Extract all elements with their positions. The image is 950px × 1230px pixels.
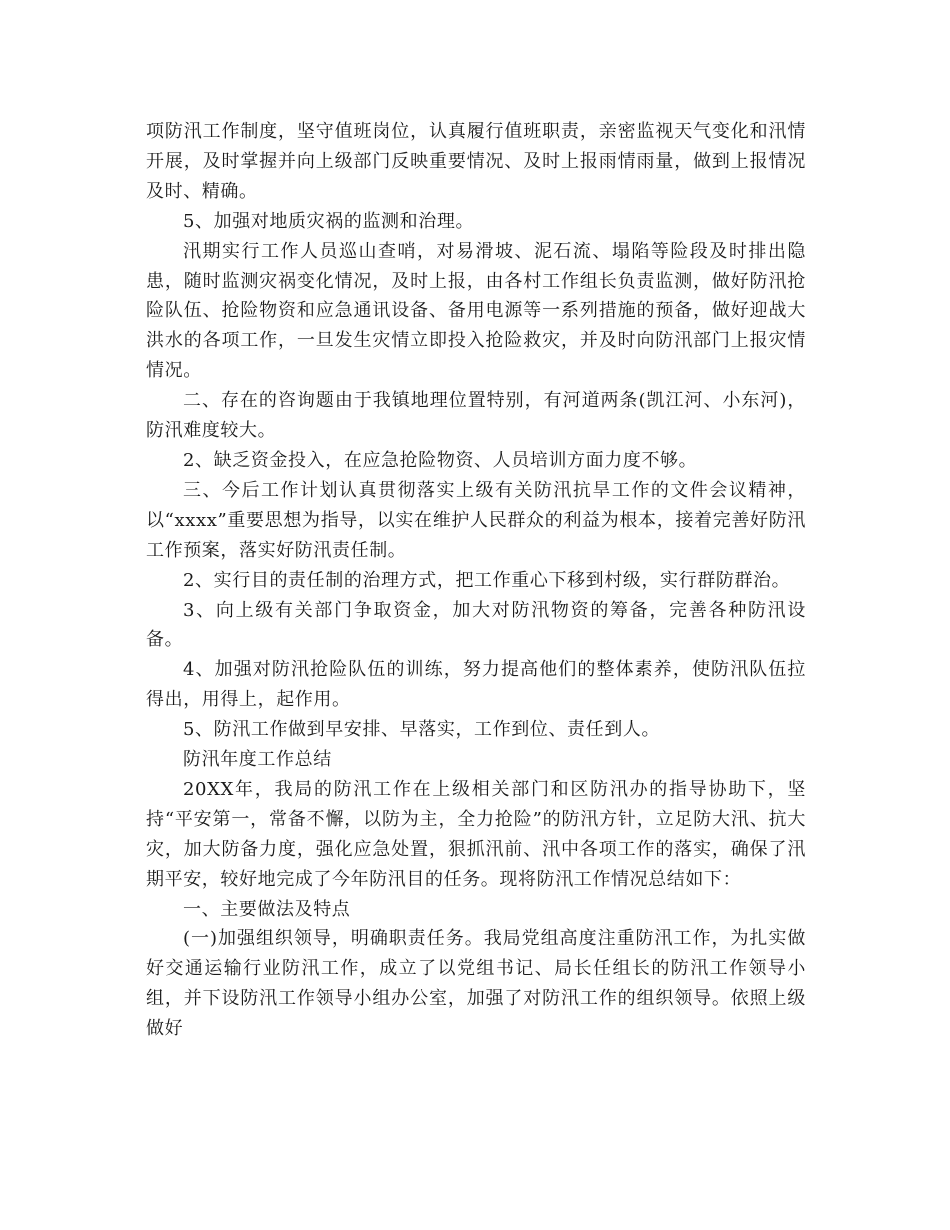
document-body	[146, 117, 806, 1044]
paragraph: 5、防汛工作做到早安排、早落实，工作到位、责任到人。	[183, 719, 661, 741]
paragraph: 2、缺乏资金投入，在应急抢险物资、人员培训方面力度不够。	[183, 449, 698, 471]
paragraph: 汛期实行工作人员巡山查哨，对易滑坡、泥石流、塌陷等险段及时排出隐患，随时监测灾祸变化情况，及时上报，由各村工作组长负责监测，做好防汛抢险队伍、抢险物资和应急通讯设备、备用电源等一系列措施的预备，做好迎战大洪水的各项工作，一旦发生灾情立即投入抢险救灾，并及时向防汛部门上报灾情情况。	[146, 240, 806, 382]
paragraph: 4、加强对防汛抢险队伍的训练，努力提高他们的整体素养，使防汛队伍拉得出，用得上，起作用。	[146, 659, 806, 711]
section-heading: 一、主要做法及特点	[183, 898, 351, 920]
paragraph: 20XX年，我局的防汛工作在上级相关部门和区防汛办的指导协助下，坚持“平安第一，常备不懈，以防为主，全力抢险”的防汛方针，立足防大汛、抗大灾，加大防备力度，强化应急处置，狠抓汛前、汛中各项工作的落实，确保了汛期平安，较好地完成了今年防汛目的任务。现将防汛工作情况总结如下：	[146, 778, 806, 890]
paragraph: 项防汛工作制度，坚守值班岗位，认真履行值班职责，亲密监视天气变化和汛情开展，及时掌握并向上级部门反映重要情况、及时上报雨情雨量，做到上报情况及时、精确。	[146, 121, 806, 202]
paragraph: (一)加强组织领导，明确职责任务。我局党组高度注重防汛工作，为扎实做好交通运输行业防汛工作，成立了以党组书记、局长任组长的防汛工作领导小组，并下设防汛工作领导小组办公室，加强了对防汛工作的组织领导。依照上级做好	[146, 928, 806, 1040]
paragraph: 二、存在的咨询题由于我镇地理位置特别，有河道两条(凯江河、小东河)，防汛难度较大。	[146, 390, 806, 442]
section-heading: 防汛年度工作总结	[183, 749, 332, 771]
paragraph: 5、加强对地质灾祸的监测和治理。	[183, 210, 475, 232]
paragraph: 三、今后工作计划认真贯彻落实上级有关防汛抗旱工作的文件会议精神，以“xxxx”重要思想为指导，以实在维护人民群众的利益为根本，接着完善好防汛工作预案，落实好防汛责任制。	[146, 479, 806, 561]
paragraph: 3、向上级有关部门争取资金，加大对防汛物资的筹备，完善各种防汛设备。	[146, 599, 806, 651]
paragraph: 2、实行目的责任制的治理方式，把工作重心下移到村级，实行群防群治。	[183, 569, 791, 591]
